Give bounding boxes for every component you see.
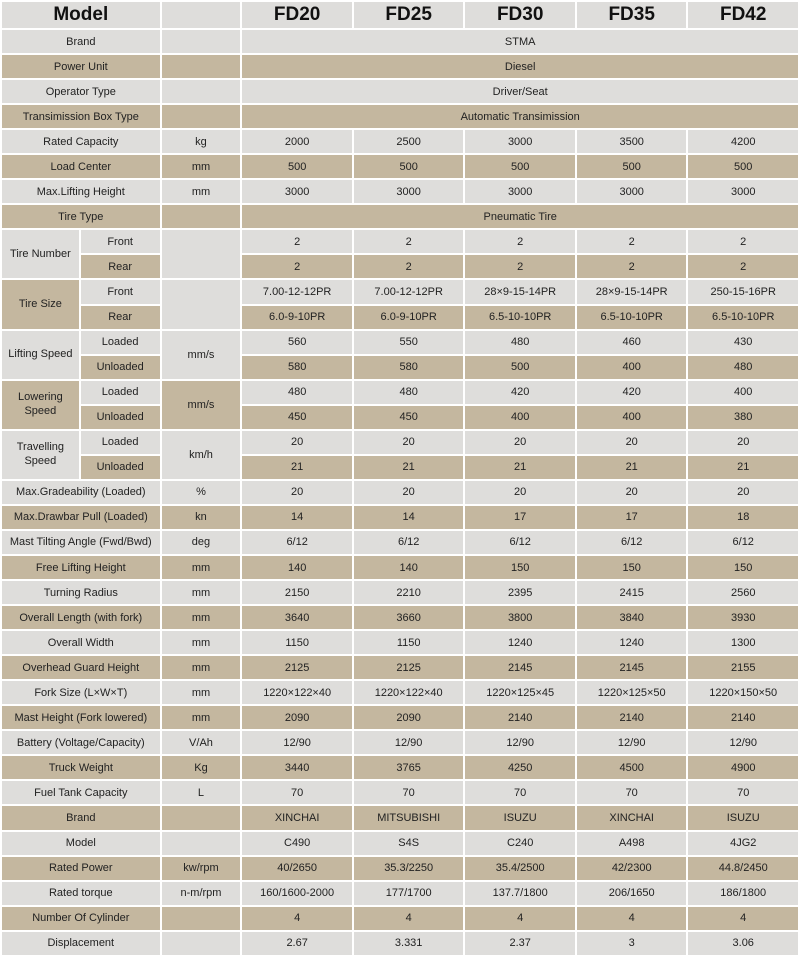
unit-cell: kg — [162, 130, 241, 153]
unit-cell: V/Ah — [162, 731, 241, 754]
value-cell: 2125 — [354, 656, 464, 679]
unit-cell — [162, 806, 241, 829]
value-cell: 2090 — [354, 706, 464, 729]
value-cell: 20 — [242, 431, 352, 454]
value-cell: 1220×122×40 — [354, 681, 464, 704]
value-cell: 35.4/2500 — [465, 857, 575, 880]
value-cell: 2500 — [354, 130, 464, 153]
unit-cell — [162, 230, 241, 278]
value-cell: 3440 — [242, 756, 352, 779]
row-engine_brand — [2, 806, 798, 829]
value-cell: 4 — [354, 907, 464, 930]
header-fd30: FD30 — [465, 2, 575, 28]
value-cell: 500 — [465, 356, 575, 379]
value-cell: 6.0-9-10PR — [354, 306, 464, 329]
unit-cell: mm/s — [162, 381, 241, 429]
value-cell: 580 — [354, 356, 464, 379]
row-guard — [2, 656, 798, 679]
span-value: Driver/Seat — [242, 80, 798, 103]
unit-cell: mm — [162, 631, 241, 654]
value-cell: 12/90 — [688, 731, 798, 754]
unit-cell: Kg — [162, 756, 241, 779]
value-cell: 3 — [577, 932, 687, 955]
value-cell: 140 — [354, 556, 464, 579]
row-lower_loaded — [2, 381, 798, 404]
row-lower_unloaded — [2, 406, 798, 429]
value-cell: 250-15-16PR — [688, 280, 798, 303]
value-cell: 6/12 — [465, 531, 575, 554]
value-cell: 500 — [465, 155, 575, 178]
row-label: Load Center — [2, 155, 160, 178]
value-cell: 6.0-9-10PR — [242, 306, 352, 329]
row-label: Mast Tilting Angle (Fwd/Bwd) — [2, 531, 160, 554]
value-cell: 2000 — [242, 130, 352, 153]
value-cell: XINCHAI — [577, 806, 687, 829]
value-cell: 1220×122×40 — [242, 681, 352, 704]
unit-cell — [162, 280, 241, 328]
value-cell: 12/90 — [465, 731, 575, 754]
value-cell: 21 — [688, 456, 798, 479]
value-cell: 177/1700 — [354, 882, 464, 905]
unit-cell: kn — [162, 506, 241, 529]
value-cell: 3640 — [242, 606, 352, 629]
row-label: Brand — [2, 30, 160, 53]
sub-label: Front — [81, 230, 160, 253]
row-rated_power — [2, 857, 798, 880]
unit-cell: % — [162, 481, 241, 504]
value-cell: 1220×125×50 — [577, 681, 687, 704]
header-unit-blank — [162, 2, 241, 28]
value-cell: 4 — [242, 907, 352, 930]
value-cell: 12/90 — [242, 731, 352, 754]
value-cell: 2 — [577, 255, 687, 278]
unit-cell: mm/s — [162, 331, 241, 379]
header-fd20: FD20 — [242, 2, 352, 28]
sub-label: Rear — [81, 255, 160, 278]
value-cell: 3500 — [577, 130, 687, 153]
value-cell: 3.06 — [688, 932, 798, 955]
value-cell: 2.37 — [465, 932, 575, 955]
value-cell: 2395 — [465, 581, 575, 604]
value-cell: 2 — [242, 230, 352, 253]
unit-cell — [162, 205, 241, 228]
row-tire_size_rear — [2, 306, 798, 329]
value-cell: 460 — [577, 331, 687, 354]
row-label: Overall Width — [2, 631, 160, 654]
unit-cell: n-m/rpm — [162, 882, 241, 905]
value-cell: 137.7/1800 — [465, 882, 575, 905]
row-label: Truck Weight — [2, 756, 160, 779]
value-cell: 500 — [577, 155, 687, 178]
row-label: Power Unit — [2, 55, 160, 78]
row-label: Transimission Box Type — [2, 105, 160, 128]
value-cell: 4 — [465, 907, 575, 930]
row-label: Tire Type — [2, 205, 160, 228]
span-value: Automatic Transimission — [242, 105, 798, 128]
header-fd35: FD35 — [577, 2, 687, 28]
span-value: Diesel — [242, 55, 798, 78]
value-cell: 6.5-10-10PR — [688, 306, 798, 329]
row-fork — [2, 681, 798, 704]
row-travel_unloaded — [2, 456, 798, 479]
value-cell: 6.5-10-10PR — [465, 306, 575, 329]
row-transmission — [2, 105, 798, 128]
value-cell: 2145 — [465, 656, 575, 679]
value-cell: 21 — [242, 456, 352, 479]
group-label: Tire Number — [2, 230, 79, 278]
value-cell: 1240 — [465, 631, 575, 654]
value-cell: 2140 — [577, 706, 687, 729]
unit-cell: mm — [162, 656, 241, 679]
row-label: Max.Gradeability (Loaded) — [2, 481, 160, 504]
value-cell: 20 — [354, 431, 464, 454]
value-cell: 2145 — [577, 656, 687, 679]
value-cell: 206/1650 — [577, 882, 687, 905]
value-cell: 420 — [577, 381, 687, 404]
row-label: Operator Type — [2, 80, 160, 103]
value-cell: 2140 — [688, 706, 798, 729]
row-weight — [2, 756, 798, 779]
group-label: Travelling Speed — [2, 431, 79, 479]
value-cell: 3.331 — [354, 932, 464, 955]
sub-label: Rear — [81, 306, 160, 329]
value-cell: 20 — [242, 481, 352, 504]
value-cell: 480 — [242, 381, 352, 404]
row-gradeability — [2, 481, 798, 504]
value-cell: 44.8/2450 — [688, 857, 798, 880]
unit-cell: km/h — [162, 431, 241, 479]
unit-cell: deg — [162, 531, 241, 554]
value-cell: 6/12 — [577, 531, 687, 554]
value-cell: 2 — [242, 255, 352, 278]
unit-cell: mm — [162, 606, 241, 629]
value-cell: MITSUBISHI — [354, 806, 464, 829]
row-turning — [2, 581, 798, 604]
row-power_unit — [2, 55, 798, 78]
value-cell: 17 — [465, 506, 575, 529]
row-label: Rated torque — [2, 882, 160, 905]
value-cell: 3000 — [242, 180, 352, 203]
row-lift_loaded — [2, 331, 798, 354]
row-length — [2, 606, 798, 629]
value-cell: ISUZU — [465, 806, 575, 829]
unit-cell — [162, 80, 241, 103]
value-cell: 6/12 — [242, 531, 352, 554]
unit-cell: mm — [162, 556, 241, 579]
value-cell: 3000 — [688, 180, 798, 203]
value-cell: 150 — [688, 556, 798, 579]
value-cell: 500 — [354, 155, 464, 178]
value-cell: 480 — [465, 331, 575, 354]
row-mast_height — [2, 706, 798, 729]
value-cell: 14 — [242, 506, 352, 529]
value-cell: 20 — [465, 431, 575, 454]
row-operator_type — [2, 80, 798, 103]
value-cell: 3000 — [465, 130, 575, 153]
header-fd25: FD25 — [354, 2, 464, 28]
value-cell: 580 — [242, 356, 352, 379]
sub-label: Loaded — [81, 331, 160, 354]
value-cell: 7.00-12-12PR — [354, 280, 464, 303]
row-rated_capacity — [2, 130, 798, 153]
value-cell: 150 — [465, 556, 575, 579]
span-value: STMA — [242, 30, 798, 53]
value-cell: 3930 — [688, 606, 798, 629]
value-cell: 2 — [354, 255, 464, 278]
unit-cell: mm — [162, 180, 241, 203]
sub-label: Loaded — [81, 431, 160, 454]
value-cell: 420 — [465, 381, 575, 404]
value-cell: 3800 — [465, 606, 575, 629]
row-label: Turning Radius — [2, 581, 160, 604]
row-displacement — [2, 932, 798, 955]
value-cell: 400 — [688, 381, 798, 404]
value-cell: 4 — [688, 907, 798, 930]
value-cell: 70 — [577, 781, 687, 804]
unit-cell — [162, 932, 241, 955]
value-cell: 40/2650 — [242, 857, 352, 880]
value-cell: 2140 — [465, 706, 575, 729]
row-label: Number Of Cylinder — [2, 907, 160, 930]
value-cell: 500 — [688, 155, 798, 178]
value-cell: 21 — [577, 456, 687, 479]
value-cell: 4 — [577, 907, 687, 930]
value-cell: 140 — [242, 556, 352, 579]
value-cell: 2150 — [242, 581, 352, 604]
value-cell: C490 — [242, 832, 352, 855]
row-tire_num_rear — [2, 255, 798, 278]
value-cell: 7.00-12-12PR — [242, 280, 352, 303]
row-label: Displacement — [2, 932, 160, 955]
row-lift_unloaded — [2, 356, 798, 379]
row-fuel — [2, 781, 798, 804]
value-cell: 550 — [354, 331, 464, 354]
unit-cell — [162, 832, 241, 855]
row-label: Battery (Voltage/Capacity) — [2, 731, 160, 754]
value-cell: C240 — [465, 832, 575, 855]
value-cell: XINCHAI — [242, 806, 352, 829]
row-cylinders — [2, 907, 798, 930]
value-cell: 3000 — [354, 180, 464, 203]
value-cell: 560 — [242, 331, 352, 354]
sub-label: Unloaded — [81, 356, 160, 379]
value-cell: 70 — [465, 781, 575, 804]
value-cell: 35.3/2250 — [354, 857, 464, 880]
row-label: Fork Size (L×W×T) — [2, 681, 160, 704]
value-cell: 450 — [354, 406, 464, 429]
row-label: Overhead Guard Height — [2, 656, 160, 679]
row-engine_model — [2, 832, 798, 855]
value-cell: 20 — [688, 431, 798, 454]
value-cell: 1240 — [577, 631, 687, 654]
value-cell: 14 — [354, 506, 464, 529]
value-cell: 400 — [577, 406, 687, 429]
value-cell: 20 — [688, 481, 798, 504]
row-brand — [2, 30, 798, 53]
value-cell: 3840 — [577, 606, 687, 629]
value-cell: 42/2300 — [577, 857, 687, 880]
value-cell: 70 — [242, 781, 352, 804]
value-cell: 450 — [242, 406, 352, 429]
unit-cell: kw/rpm — [162, 857, 241, 880]
sub-label: Loaded — [81, 381, 160, 404]
value-cell: 1220×150×50 — [688, 681, 798, 704]
value-cell: 1150 — [354, 631, 464, 654]
value-cell: 400 — [465, 406, 575, 429]
value-cell: 400 — [577, 356, 687, 379]
row-label: Brand — [2, 806, 160, 829]
sub-label: Front — [81, 280, 160, 303]
unit-cell — [162, 907, 241, 930]
value-cell: 2560 — [688, 581, 798, 604]
value-cell: 150 — [577, 556, 687, 579]
row-label: Rated Capacity — [2, 130, 160, 153]
group-label: Lifting Speed — [2, 331, 79, 379]
header-model: Model — [2, 2, 160, 28]
value-cell: 2155 — [688, 656, 798, 679]
header-fd42: FD42 — [688, 2, 798, 28]
value-cell: 70 — [354, 781, 464, 804]
unit-cell — [162, 30, 241, 53]
row-label: Model — [2, 832, 160, 855]
row-travel_loaded — [2, 431, 798, 454]
value-cell: 4200 — [688, 130, 798, 153]
value-cell: 3765 — [354, 756, 464, 779]
row-tire_num_front — [2, 230, 798, 253]
value-cell: 500 — [242, 155, 352, 178]
row-label: Mast Height (Fork lowered) — [2, 706, 160, 729]
value-cell: 2 — [688, 230, 798, 253]
row-torque — [2, 882, 798, 905]
unit-cell: L — [162, 781, 241, 804]
row-drawbar — [2, 506, 798, 529]
value-cell: 2 — [465, 230, 575, 253]
value-cell: S4S — [354, 832, 464, 855]
value-cell: 1300 — [688, 631, 798, 654]
value-cell: 20 — [577, 481, 687, 504]
value-cell: ISUZU — [688, 806, 798, 829]
value-cell: 28×9-15-14PR — [465, 280, 575, 303]
value-cell: 2.67 — [242, 932, 352, 955]
value-cell: 20 — [577, 431, 687, 454]
value-cell: 6/12 — [688, 531, 798, 554]
row-label: Fuel Tank Capacity — [2, 781, 160, 804]
value-cell: 160/1600-2000 — [242, 882, 352, 905]
value-cell: 6.5-10-10PR — [577, 306, 687, 329]
value-cell: 480 — [354, 381, 464, 404]
value-cell: A498 — [577, 832, 687, 855]
row-width — [2, 631, 798, 654]
row-load_center — [2, 155, 798, 178]
value-cell: 2 — [688, 255, 798, 278]
value-cell: 4900 — [688, 756, 798, 779]
row-label: Overall Length (with fork) — [2, 606, 160, 629]
value-cell: 70 — [688, 781, 798, 804]
value-cell: 20 — [465, 481, 575, 504]
row-tilt — [2, 531, 798, 554]
unit-cell — [162, 55, 241, 78]
value-cell: 3000 — [465, 180, 575, 203]
value-cell: 2125 — [242, 656, 352, 679]
value-cell: 12/90 — [577, 731, 687, 754]
span-value: Pneumatic Tire — [242, 205, 798, 228]
row-label: Max.Drawbar Pull (Loaded) — [2, 506, 160, 529]
value-cell: 4JG2 — [688, 832, 798, 855]
value-cell: 17 — [577, 506, 687, 529]
row-max_lift — [2, 180, 798, 203]
value-cell: 3660 — [354, 606, 464, 629]
value-cell: 4500 — [577, 756, 687, 779]
row-free_lift — [2, 556, 798, 579]
value-cell: 430 — [688, 331, 798, 354]
value-cell: 186/1800 — [688, 882, 798, 905]
value-cell: 480 — [688, 356, 798, 379]
value-cell: 1220×125×45 — [465, 681, 575, 704]
row-label: Max.Lifting Height — [2, 180, 160, 203]
value-cell: 2415 — [577, 581, 687, 604]
row-tire_type — [2, 205, 798, 228]
value-cell: 2 — [354, 230, 464, 253]
value-cell: 380 — [688, 406, 798, 429]
value-cell: 3000 — [577, 180, 687, 203]
sub-label: Unloaded — [81, 456, 160, 479]
value-cell: 2 — [465, 255, 575, 278]
unit-cell: mm — [162, 681, 241, 704]
unit-cell: mm — [162, 706, 241, 729]
value-cell: 1150 — [242, 631, 352, 654]
unit-cell — [162, 105, 241, 128]
value-cell: 18 — [688, 506, 798, 529]
value-cell: 2090 — [242, 706, 352, 729]
value-cell: 4250 — [465, 756, 575, 779]
header-row — [2, 2, 798, 28]
value-cell: 21 — [354, 456, 464, 479]
group-label: Tire Size — [2, 280, 79, 328]
value-cell: 21 — [465, 456, 575, 479]
value-cell: 2 — [577, 230, 687, 253]
value-cell: 2210 — [354, 581, 464, 604]
sub-label: Unloaded — [81, 406, 160, 429]
value-cell: 6/12 — [354, 531, 464, 554]
value-cell: 12/90 — [354, 731, 464, 754]
row-label: Rated Power — [2, 857, 160, 880]
unit-cell: mm — [162, 581, 241, 604]
unit-cell: mm — [162, 155, 241, 178]
row-tire_size_front — [2, 280, 798, 303]
row-label: Free Lifting Height — [2, 556, 160, 579]
value-cell: 20 — [354, 481, 464, 504]
value-cell: 28×9-15-14PR — [577, 280, 687, 303]
row-battery — [2, 731, 798, 754]
group-label: Lowering Speed — [2, 381, 79, 429]
